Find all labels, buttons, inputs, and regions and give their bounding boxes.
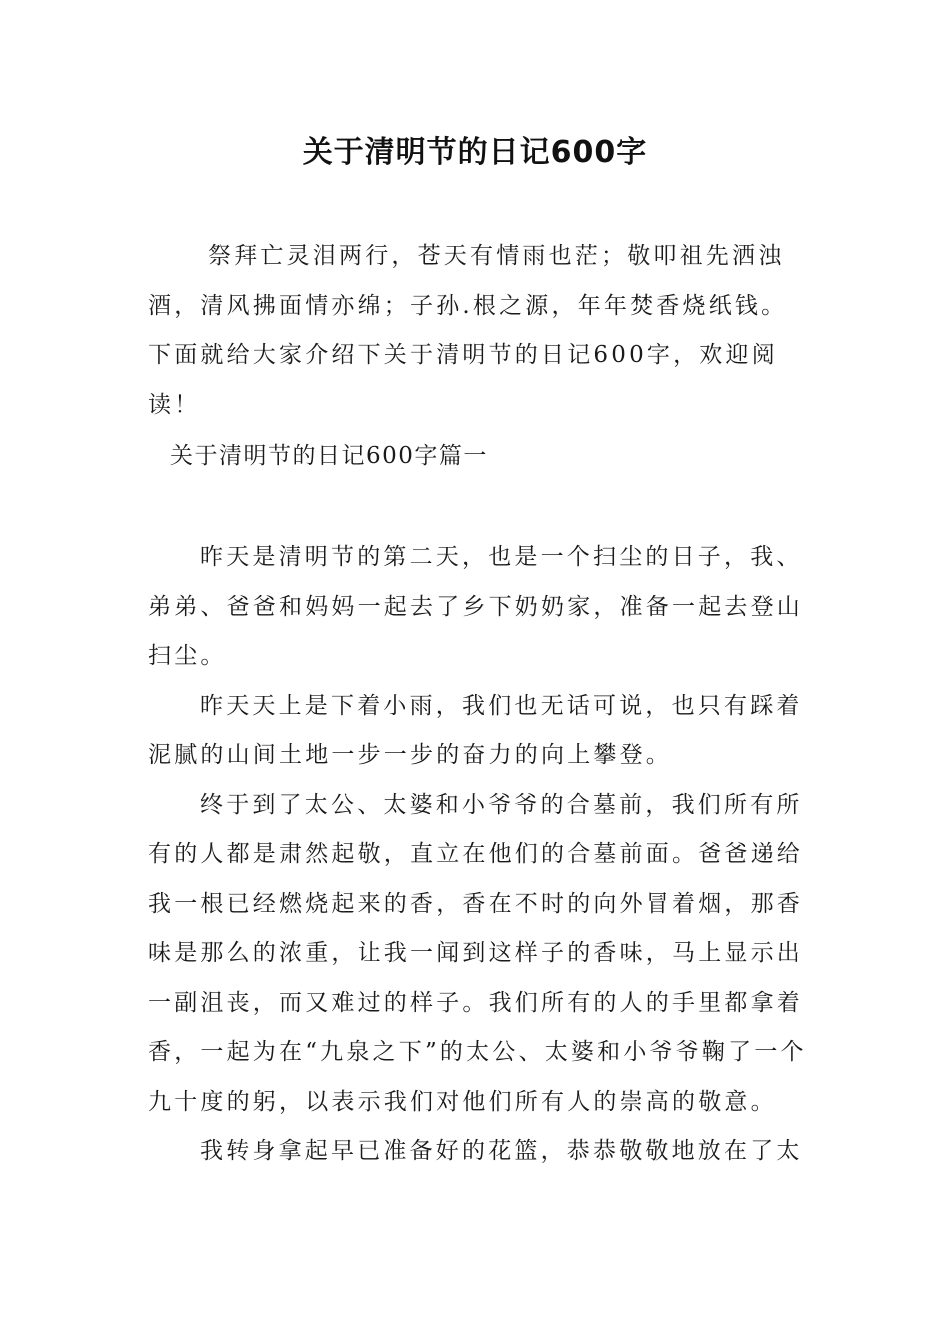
- body-paragraph: 昨天天上是下着小雨，我们也无话可说，也只有踩着泥腻的山间土地一步一步的奋力的向上攀登。: [148, 692, 803, 768]
- section-heading: 关于清明节的日记600字篇一: [170, 443, 488, 469]
- diary-body: [148, 533, 812, 1177]
- body-paragraph: 我转身拿起早已准备好的花篮，恭恭敬敬地放在了太: [200, 1138, 803, 1164]
- body-paragraph: 昨天是清明节的第二天，也是一个扫尘的日子，我、弟弟、爸爸和妈妈一起去了乡下奶奶家，准备一起去登山扫尘。: [148, 544, 803, 669]
- intro-paragraph: 祭拜亡灵泪两行，苍天有情雨也茫；敬叩祖先洒浊酒，清风拂面情亦绵；子孙.根之源，年年焚香烧纸钱。下面就给大家介绍下关于清明节的日记600字，欢迎阅读！: [148, 243, 788, 418]
- document-title: 关于清明节的日记600字: [302, 135, 648, 170]
- body-paragraph: 终于到了太公、太婆和小爷爷的合墓前，我们所有所有的人都是肃然起敬，直立在他们的合墓前面。爸爸递给我一根已经燃烧起来的香，香在不时的向外冒着烟，那香味是那么的浓重，让我一闻到这样子的香味，马上显示出一副沮丧，而又难过的样子。我们所有的人的手里都拿着香，一起为在“九泉之下”的太公、太婆和小爷爷鞠了一个九十度的躬，以表示我们对他们所有人的崇高的敬意。: [148, 791, 807, 1115]
